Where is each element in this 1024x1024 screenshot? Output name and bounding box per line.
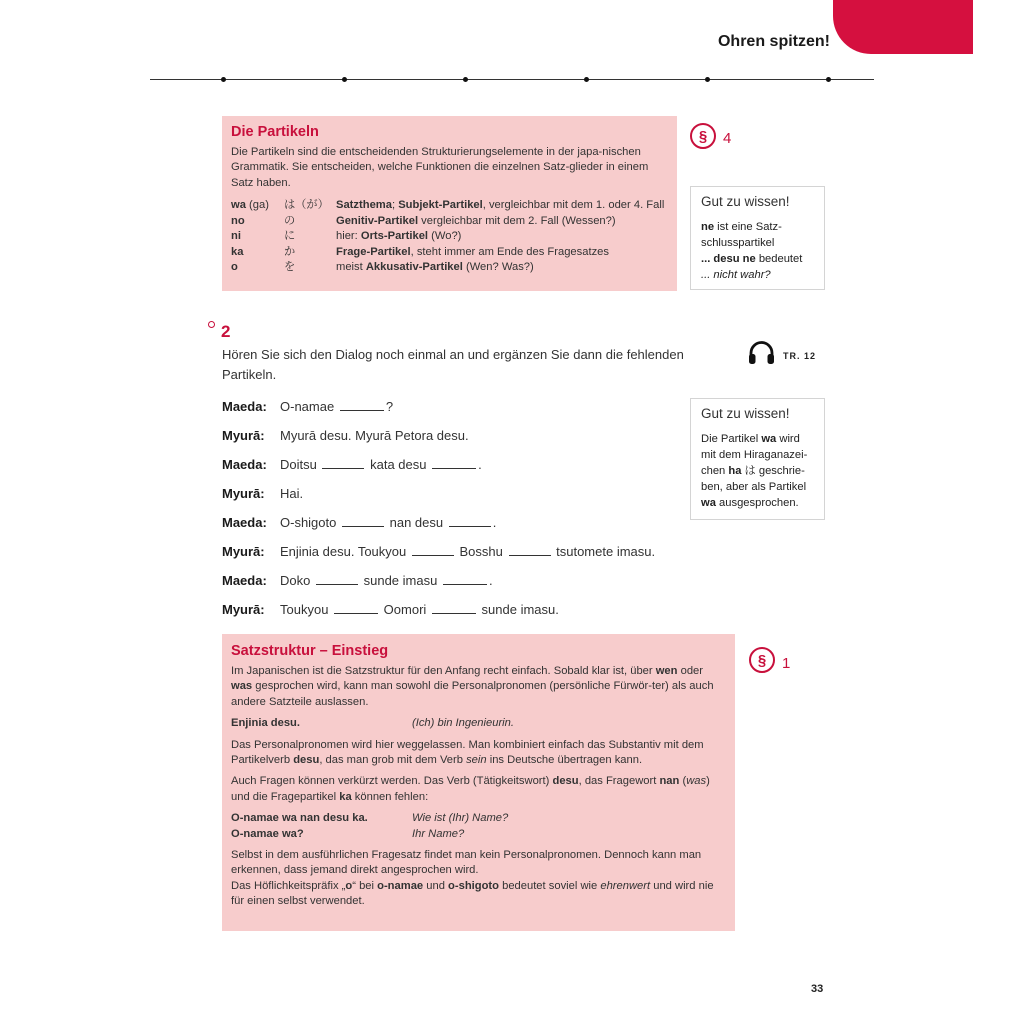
satzstruktur-paragraph: Das Personalpronomen wird hier weggelassen. Man kombiniert einfach das Substantiv mit dem Partikelverb desu, das man grob mit dem Verb sein ins Deutsche übertragen kann. <box>231 738 704 767</box>
tip-title: Gut zu wissen! <box>701 194 790 209</box>
example-sentence: Enjinia desu. (Ich) bin Ingenieurin. <box>231 717 514 730</box>
tip-box <box>690 398 825 520</box>
answer-blank[interactable] <box>509 544 551 556</box>
chapter-tab <box>833 0 973 54</box>
page-number: 33 <box>811 983 824 995</box>
rule-dot <box>826 77 831 82</box>
grammar-reference-icon: § <box>749 647 775 673</box>
answer-blank[interactable] <box>449 515 491 527</box>
particle-row: no の Genitiv-Partikel vergleichbar mit dem 2. Fall (Wessen?) <box>231 214 616 227</box>
dialog-line: Maeda: O-shigoto nan desu . <box>222 515 497 530</box>
dialog-line: Maeda: Doko sunde imasu . <box>222 573 493 588</box>
satzstruktur-box <box>222 634 735 931</box>
tip-title: Gut zu wissen! <box>701 406 790 421</box>
satzstruktur-paragraph: Auch Fragen können verkürzt werden. Das Verb (Tätigkeitswort) desu, das Fragewort nan (was) und die Fragepartikel ka können fehlen: <box>231 775 710 803</box>
dialog-line: Myurā: Enjinia desu. Toukyou Bosshu tsutomete imasu. <box>222 544 656 559</box>
answer-blank[interactable] <box>432 602 476 614</box>
partikeln-title: Die Partikeln <box>231 124 319 140</box>
answer-blank[interactable] <box>334 602 378 614</box>
particle-row: wa (ga) は（が） Satzthema; Subjekt-Partikel, vergleichbar mit dem 1. oder 4. Fall <box>231 199 665 212</box>
chapter-title: Ohren spitzen! <box>717 33 830 50</box>
answer-blank[interactable] <box>412 544 454 556</box>
dialog-line: Myurā: Myurā desu. Myurā Petora desu. <box>222 428 469 443</box>
tip-box <box>690 186 825 290</box>
answer-blank[interactable] <box>342 515 384 527</box>
header-rule <box>150 79 874 80</box>
grammar-reference-number: 4 <box>723 130 732 147</box>
answer-blank[interactable] <box>322 457 364 469</box>
dialog-line: Myurā: Hai. <box>222 486 304 501</box>
answer-blank[interactable] <box>432 457 476 469</box>
audio-track-label: TR. 12 <box>783 351 817 361</box>
satzstruktur-title: Satzstruktur – Einstieg <box>231 643 389 659</box>
dialog-line: Myurā: Toukyou Oomori sunde imasu. <box>222 602 559 617</box>
particle-row: ka か Frage-Partikel, steht immer am Ende des Fragesatzes <box>231 245 609 258</box>
tip-text: ne ist eine Satz- schlusspartikel ... desu ne bedeutet ... nicht wahr? <box>701 221 803 281</box>
satzstruktur-paragraph: Selbst in dem ausführlichen Fragesatz findet man kein Personalpronomen. Dennoch kann man erkennen, dass jemand direkt angesprochen wird. Das Höflichkeitspräfix „o“ bei o-namae und o-shigoto bedeutet soviel wie ehrenwert und wird nie für einen selbst verwendet. <box>231 849 714 908</box>
partikeln-box <box>222 116 677 291</box>
headphones-icon <box>748 341 775 370</box>
rule-dot <box>705 77 710 82</box>
particle-row: o を meist Akkusativ-Partikel (Wen? Was?) <box>231 261 534 274</box>
dialog-line: Maeda: Doitsu kata desu . <box>222 457 482 472</box>
grammar-reference-number: 1 <box>782 655 791 672</box>
rule-dot <box>463 77 468 82</box>
partikeln-intro: Die Partikeln sind die entscheidenden Strukturierungselemente in der japa-nischen Grammatik. Sie entscheiden, welche Funktionen die einzelnen Satz-glieder in einem Satz haben. <box>231 146 649 189</box>
tip-text: Die Partikel wa wird mit dem Hiraganazei- chen ha は geschrie- ben, aber als Partikel wa ausgesprochen. <box>701 433 808 509</box>
exercise-marker <box>208 321 215 328</box>
rule-dot <box>221 77 226 82</box>
answer-blank[interactable] <box>340 399 384 411</box>
exercise-instruction: Hören Sie sich den Dialog noch einmal an und ergänzen Sie dann die fehlenden Partikeln. <box>222 347 684 382</box>
dialog <box>222 392 692 624</box>
grammar-reference-icon: § <box>690 123 716 149</box>
exercise-number: 2 <box>221 322 231 341</box>
example-sentences: O-namae wa nan desu ka. Wie ist (Ihr) Name? O-namae wa? Ihr Name? <box>231 812 509 840</box>
answer-blank[interactable] <box>316 573 358 585</box>
particle-table <box>231 198 668 276</box>
rule-dot <box>584 77 589 82</box>
particle-row: ni に hier: Orts-Partikel (Wo?) <box>231 230 462 243</box>
dialog-line: Maeda: O-namae ? <box>222 399 394 414</box>
answer-blank[interactable] <box>443 573 487 585</box>
rule-dot <box>342 77 347 82</box>
satzstruktur-paragraph: Im Japanischen ist die Satzstruktur für den Anfang recht einfach. Sobald klar ist, über wen oder was gesprochen wird, kann man sowohl die Personalpronomen (persönliche Fürwör-ter) als auch andere Satzteile auslassen. <box>231 665 714 708</box>
